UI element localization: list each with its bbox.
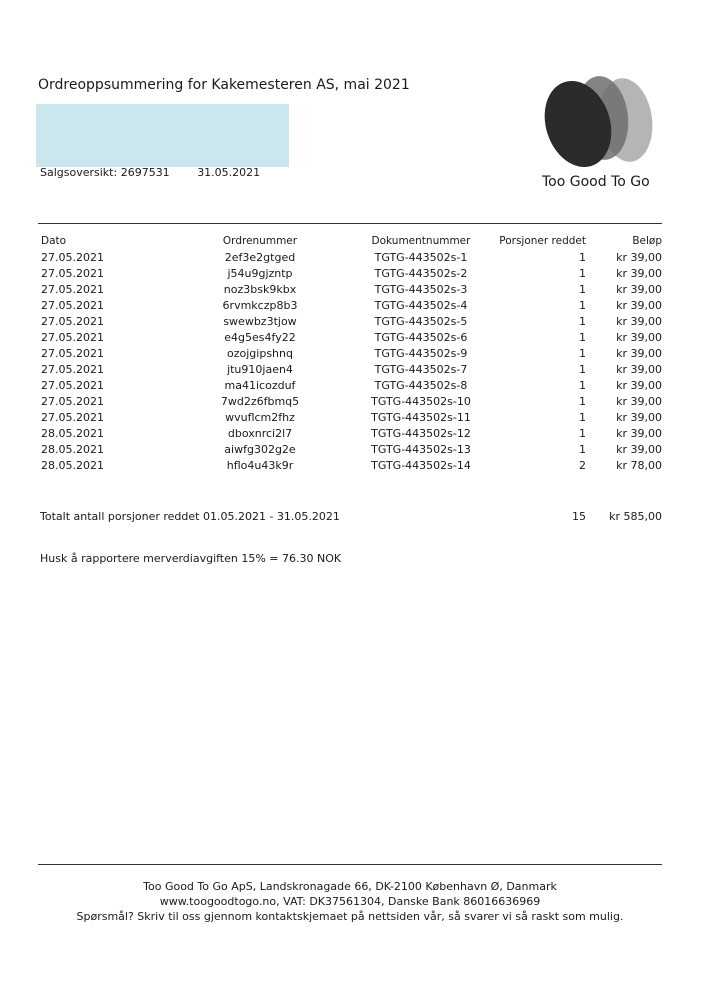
row-order-number: 2ef3e2gtged	[224, 251, 296, 264]
row-order-number: noz3bsk9kbx	[223, 283, 297, 296]
totals-label: Totalt antall porsjoner reddet 01.05.2021 - 31.05.2021	[40, 510, 340, 523]
vat-note: Husk å rapportere merverdiavgiften 15% = 76.30 NOK	[40, 552, 342, 565]
row-amount: kr 39,00	[616, 379, 662, 392]
row-portions: 1	[579, 395, 586, 408]
row-date: 28.05.2021	[41, 443, 104, 456]
row-date: 28.05.2021	[41, 459, 104, 472]
row-portions: 1	[579, 283, 586, 296]
row-document-number: TGTG-443502s-9	[374, 347, 468, 360]
row-portions: 1	[579, 363, 586, 376]
header-belop: Beløp	[632, 235, 662, 247]
row-amount: kr 39,00	[616, 347, 662, 360]
row-document-number: TGTG-443502s-10	[371, 395, 471, 408]
row-document-number: TGTG-443502s-4	[374, 299, 468, 312]
row-date: 27.05.2021	[41, 315, 104, 328]
footer-questions: Spørsmål? Skriv til oss gjennom kontaktskjemaet på nettsiden vår, så svarer vi så raskt som mulig.	[76, 910, 624, 923]
sales-overview	[40, 166, 260, 179]
row-amount: kr 39,00	[616, 331, 662, 344]
row-document-number: TGTG-443502s-12	[371, 427, 471, 440]
brand-name: Too Good To Go	[542, 174, 650, 190]
row-date: 27.05.2021	[41, 363, 104, 376]
row-amount: kr 39,00	[616, 411, 662, 424]
row-order-number: wvuflcm2fhz	[225, 411, 295, 424]
row-document-number: TGTG-443502s-6	[374, 331, 468, 344]
footer-contact: www.toogoodtogo.no, VAT: DK37561304, Danske Bank 86016636969	[159, 895, 541, 908]
row-amount: kr 39,00	[616, 427, 662, 440]
row-order-number: ma41icozduf	[224, 379, 296, 392]
row-date: 28.05.2021	[41, 427, 104, 440]
row-order-number: aiwfg302g2e	[224, 443, 296, 456]
header-ordrenummer: Ordrenummer	[222, 235, 298, 247]
row-amount: kr 39,00	[616, 443, 662, 456]
row-order-number: jtu910jaen4	[227, 363, 293, 376]
row-order-number: e4g5es4fy22	[224, 331, 296, 344]
sales-overview-number: Salgsoversikt: 2697531	[40, 166, 170, 179]
divider-top	[38, 223, 662, 224]
row-document-number: TGTG-443502s-13	[371, 443, 471, 456]
row-portions: 1	[579, 379, 586, 392]
row-date: 27.05.2021	[41, 267, 104, 280]
row-document-number: TGTG-443502s-11	[371, 411, 471, 424]
totals-amount: kr 585,00	[609, 510, 662, 523]
row-order-number: dboxnrci2l7	[227, 427, 293, 440]
row-portions: 1	[579, 427, 586, 440]
row-date: 27.05.2021	[41, 331, 104, 344]
row-portions: 1	[579, 251, 586, 264]
header-dokumentnummer: Dokumentnummer	[371, 235, 471, 247]
row-document-number: TGTG-443502s-14	[371, 459, 471, 472]
row-amount: kr 39,00	[616, 283, 662, 296]
document-title: Ordreoppsummering for Kakemesteren AS, mai 2021	[38, 77, 410, 93]
row-date: 27.05.2021	[41, 379, 104, 392]
row-document-number: TGTG-443502s-1	[374, 251, 468, 264]
row-document-number: TGTG-443502s-3	[374, 283, 468, 296]
row-portions: 2	[579, 459, 586, 472]
row-order-number: ozojgipshnq	[227, 347, 293, 360]
row-document-number: TGTG-443502s-7	[374, 363, 468, 376]
footer-address: Too Good To Go ApS, Landskronagade 66, DK-2100 København Ø, Danmark	[143, 880, 557, 893]
header-dato: Dato	[41, 235, 67, 247]
row-portions: 1	[579, 331, 586, 344]
row-order-number: j54u9gjzntp	[227, 267, 293, 280]
row-date: 27.05.2021	[41, 283, 104, 296]
row-order-number: hflo4u43k9r	[226, 459, 294, 472]
totals-count: 15	[572, 510, 586, 523]
divider-bottom	[38, 864, 662, 865]
row-order-number: 6rvmkczp8b3	[222, 299, 298, 312]
row-order-number: swewbz3tjow	[223, 315, 297, 328]
row-portions: 1	[579, 267, 586, 280]
row-amount: kr 39,00	[616, 395, 662, 408]
row-portions: 1	[579, 347, 586, 360]
row-order-number: 7wd2z6fbmq5	[220, 395, 300, 408]
row-portions: 1	[579, 443, 586, 456]
row-amount: kr 78,00	[616, 459, 662, 472]
row-document-number: TGTG-443502s-2	[374, 267, 468, 280]
row-portions: 1	[579, 411, 586, 424]
redacted-address-block	[36, 104, 289, 167]
row-date: 27.05.2021	[41, 395, 104, 408]
row-document-number: TGTG-443502s-5	[374, 315, 468, 328]
row-amount: kr 39,00	[616, 363, 662, 376]
header-porsjoner: Porsjoner reddet	[499, 235, 586, 247]
row-document-number: TGTG-443502s-8	[374, 379, 468, 392]
sales-overview-date: 31.05.2021	[197, 166, 261, 179]
row-date: 27.05.2021	[41, 299, 104, 312]
row-date: 27.05.2021	[41, 411, 104, 424]
row-amount: kr 39,00	[616, 299, 662, 312]
row-date: 27.05.2021	[41, 347, 104, 360]
row-amount: kr 39,00	[616, 251, 662, 264]
row-date: 27.05.2021	[41, 251, 104, 264]
row-amount: kr 39,00	[616, 315, 662, 328]
row-portions: 1	[579, 315, 586, 328]
row-amount: kr 39,00	[616, 267, 662, 280]
row-portions: 1	[579, 299, 586, 312]
three-overlapping-leaves-icon	[540, 74, 662, 172]
